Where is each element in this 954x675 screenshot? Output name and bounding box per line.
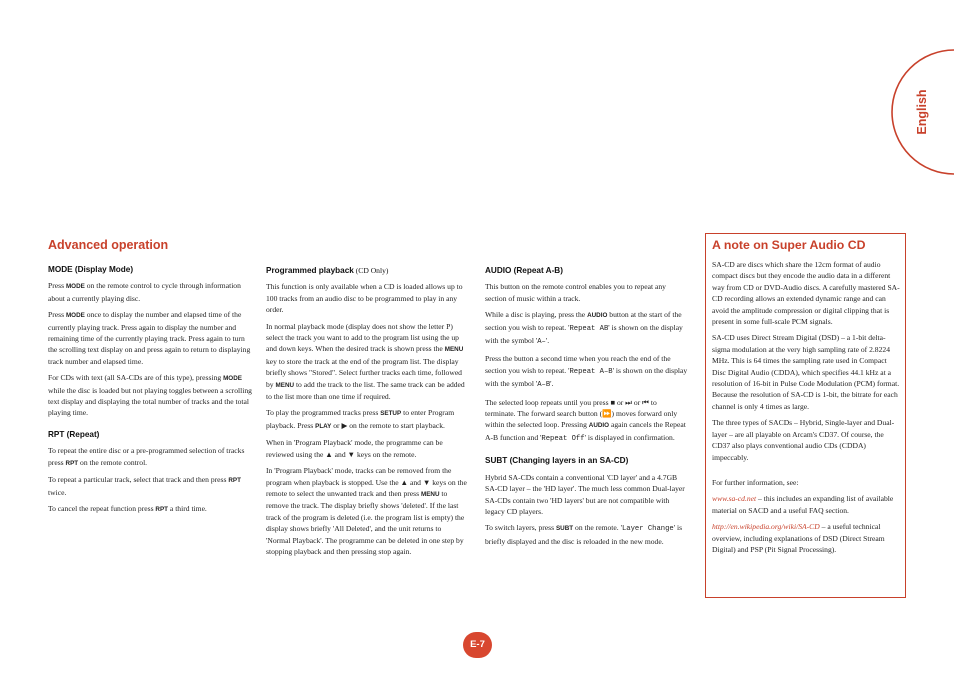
page-number-badge: E-7 <box>463 632 492 658</box>
section-heading-advanced-operation: Advanced operation <box>48 238 169 252</box>
mode-title: MODE (Display Mode) <box>48 265 134 274</box>
audio-paragraph-4: The selected loop repeats until you press ■ or ⏭ or ⏮ to terminate. The forward search button (⏩) moves forward only within the selected loop. Pressing AUDIO again cancels the Repeat A-B function and 'Repeat Off' is displayed in confirmation. <box>485 397 686 443</box>
mode-paragraph-2: Press MODE once to display the number and elapsed time of the currently playing track. Press again to display the number and remaining time of the currently playing track. Press again to turn the scrolling text display on and press again to return to displaying track number and elapsed time. <box>48 310 251 366</box>
sacd-link-1[interactable]: www.sa-cd.net <box>712 494 757 504</box>
subt-paragraph-2: To switch layers, press SUBT on the remote. 'Layer Change' is briefly displayed and the disc is reloaded in the new mode. <box>485 523 683 546</box>
rpt-paragraph-3: To cancel the repeat function press RPT a third time. <box>48 503 207 513</box>
mode-paragraph-1: Press MODE on the remote control to cycle through information about a currently playing disc. <box>48 281 241 303</box>
rpt-paragraph-2: To repeat a particular track, select that track and then press RPT twice. <box>48 475 241 497</box>
prog-paragraph-4: When in 'Program Playback' mode, the programme can be reviewed using the ▲ and ▼ keys on the remote. <box>266 438 443 459</box>
sacd-paragraph-6: http://en.wikipedia.org/wiki/SA-CD – a useful technical overview, including explanations of DSD (Direct Stream Digital) and PSP (Pit Signal Processing). <box>712 522 885 554</box>
sacd-paragraph-4: For further information, see: <box>712 477 799 487</box>
rpt-paragraph-1: To repeat the entire disc or a pre-programmed selection of tracks press RPT on the remote control. <box>48 446 245 467</box>
prog-paragraph-1: This function is only available when a CD is loaded allows up to 100 tracks from an audio disc to be programmed to play in any order. <box>266 282 463 315</box>
language-tab-label: English <box>915 89 929 135</box>
sacd-paragraph-3: The three types of SACDs – Hybrid, Single-layer and Dual-layer – are all playable on Arcam's CD37. Of course, the CD37 also plays conventional audio CDs (CDDA) impeccably. <box>712 418 895 462</box>
rpt-title: RPT (Repeat) <box>48 429 100 439</box>
audio-paragraph-1: This button on the remote control enables you to repeat any section of music within a track. <box>485 282 666 303</box>
prog-paragraph-5: In 'Program Playback' mode, tracks can be removed from the program when playback is stopped. Use the ▲ and ▼ keys on the remote to select the unwanted track and then press MENU to remove the track. The display briefly shows 'deleted'. If the last track of the program is deleted (i.e. the program list is empty) the display shows briefly 'All Deleted', and the unit returns to 'Normal Playback'. The programme can be deleted in one step by stopping playback and then pressing stop again. <box>266 466 467 556</box>
programmed-playback-title: Programmed playback (CD Only) <box>266 266 389 275</box>
sacd-note-box <box>705 233 906 598</box>
sacd-note-body <box>712 259 902 560</box>
audio-paragraph-2: While a disc is playing, press the AUDIO button at the start of the section you wish to repeat. 'Repeat AB' is shown on the display with the symbol 'A–'. <box>485 310 683 347</box>
audio-title: AUDIO (Repeat A-B) <box>485 266 563 275</box>
mode-paragraph-3: For CDs with text (all SA-CDs are of this type), pressing MODE while the disc is loaded but not playing toggles between a scrolling text display and displaying the total number of tracks and the total playing time. <box>48 373 252 418</box>
prog-paragraph-3: To play the programmed tracks press SETUP to enter Program playback. Press PLAY or ▶ on the remote to start playback. <box>266 408 455 430</box>
sacd-link-2[interactable]: http://en.wikipedia.org/wiki/SA-CD <box>712 522 820 532</box>
subt-title: SUBT (Changing layers in an SA-CD) <box>485 456 629 466</box>
column-3 <box>485 265 688 552</box>
sacd-note-heading: A note on Super Audio CD <box>712 238 866 252</box>
subt-paragraph-1: Hybrid SA-CDs contain a conventional 'CD layer' and a 4.7GB SA-CD layer – the 'HD layer'. The much less common Dual-layer SA-CDs contain two 'HD layers' but are not compatible with legacy CD players. <box>485 472 685 516</box>
column-2 <box>266 265 467 562</box>
column-1 <box>48 264 253 520</box>
prog-paragraph-2: In normal playback mode (display does not show the letter P) select the track you want to add to the program list using the up and down keys. When the desired track is shown press the MENU key to store the track at the end of the program list. The display briefly shows "Stored". Select further tracks each time, followed by MENU to add the track to the list. The same track can be added to the list more than one time if required. <box>266 321 465 402</box>
sacd-paragraph-5: www.sa-cd.net – this includes an expanding list of available material on SACD and a useful FAQ section. <box>712 494 894 515</box>
sacd-paragraph-2: SA-CD uses Direct Stream Digital (DSD) – a 1-bit delta-sigma modulation at the very high sampling rate of 2.8224 MHz. This is 64 times the sampling rate used in Compact Disc Digital Audio (CDDA), which specifies 44.1 kHz at a resolution of 16-bit in Pulse Code Modulation (PCM) format. Because the resolution of SA-CD is 1-bit, the bitrate for each channel is only 4 times as large. <box>712 333 900 411</box>
audio-paragraph-3: Press the button a second time when you reach the end of the section you wish to repeat. 'Repeat A–B' is shown on the display with the symbol 'A–B'. <box>485 354 688 390</box>
sacd-paragraph-1: SA-CD are discs which share the 12cm format of audio compact discs but they encode the audio data in a different way from CD or DVD-Audio discs. A carefully mastered SA-CD recording allows an extended dynamic range and can avoid the amplitude compression or digital clipping that is present in some full-scale PCM signals. <box>712 260 900 327</box>
